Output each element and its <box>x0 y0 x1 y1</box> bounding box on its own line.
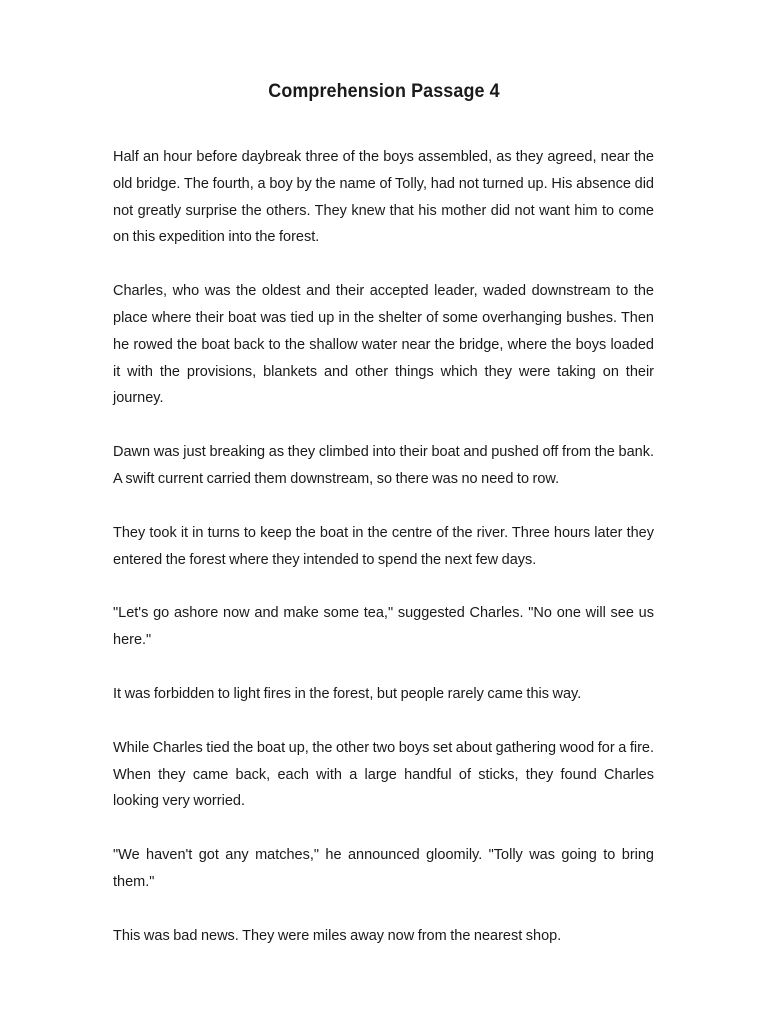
paragraph-7: While Charles tied the boat up, the other two boys set about gathering wood for a fire. When they came back, each with a large handful of sticks, they found Charles looking very worried. <box>113 739 654 810</box>
paragraph-1: Half an hour before daybreak three of the boys assembled, as they agreed, near the old bridge. The fourth, a boy by the name of Tolly, had not turned up. His absence did not greatly surprise the others. They knew that his mother did not want him to come on this expedition into the forest. <box>113 149 654 246</box>
paragraph-2: Charles, who was the oldest and their accepted leader, waded downstream to the place where their boat was tied up in the shelter of some overhanging bushes. Then he rowed the boat back to the shallow water near the bridge, where the boys loaded it with the provisions, blankets and other things which they were taking on their journey. <box>113 283 654 407</box>
page-title: Comprehension Passage 4 <box>268 80 500 102</box>
paragraph-6: It was forbidden to light fires in the forest, but people rarely came this way. <box>113 685 582 702</box>
paragraph-5: "Let's go ashore now and make some tea," suggested Charles. "No one will see us here." <box>113 605 654 649</box>
passage-body <box>113 144 654 977</box>
paragraph-3: Dawn was just breaking as they climbed into their boat and pushed off from the bank. A swift current carried them downstream, so there was no need to row. <box>113 444 654 487</box>
paragraph-9: This was bad news. They were miles away now from the nearest shop. <box>113 927 562 944</box>
paragraph-8: "We haven't got any matches," he announced gloomily. "Tolly was going to bring them." <box>113 847 654 890</box>
paragraph-4: They took it in turns to keep the boat in the centre of the river. Three hours later they entered the forest where they intended to spend the next few days. <box>113 524 654 568</box>
